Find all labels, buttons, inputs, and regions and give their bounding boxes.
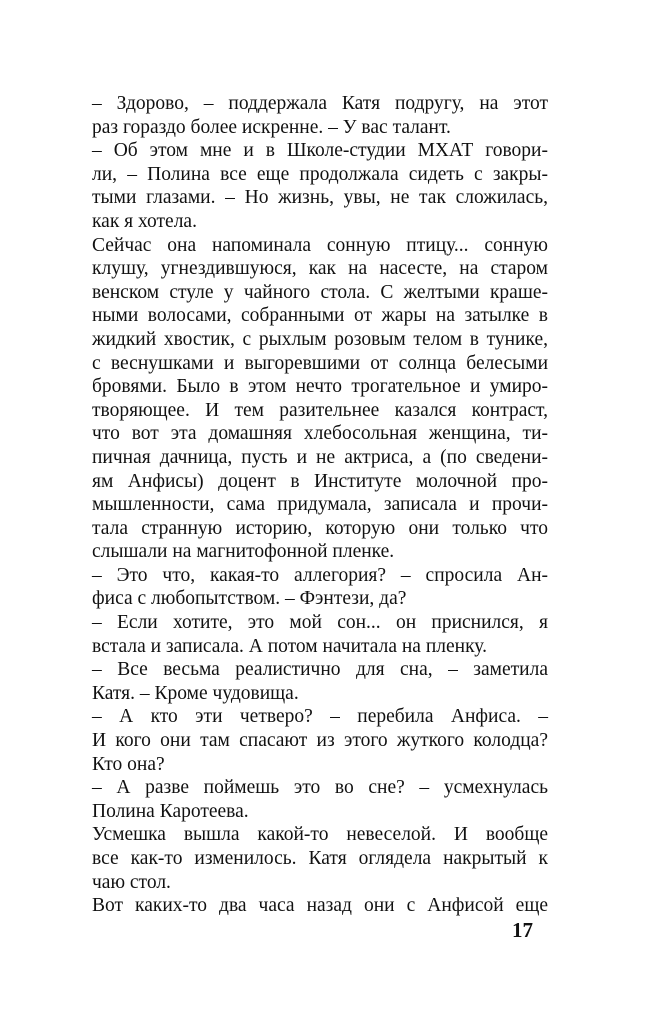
paragraph [92, 776, 548, 823]
text-line: фиса с любопытством. – Фэнтези, да? [92, 588, 407, 610]
paragraph [92, 139, 548, 233]
text-line: Сейчас она напоминала сонную птицу... сонную [92, 234, 548, 256]
paragraph [92, 823, 548, 894]
text-line: ям Анфисы) доцент в Институте молочной про- [92, 470, 548, 492]
paragraph [92, 234, 548, 564]
text-line: – Все весьма реалистично для сна, – заметила [92, 659, 548, 681]
text-line: что вот эта домашняя хлебосольная женщина, ти- [92, 423, 548, 445]
paragraph [92, 705, 548, 776]
text-line: пичная дачница, пусть и не актриса, а (по сведени- [92, 446, 548, 468]
text-line: – Это что, какая-то аллегория? – спросила Ан- [92, 564, 548, 586]
paragraph [92, 658, 548, 705]
text-line: ными волосами, собранными от жары на затылке в [92, 305, 548, 327]
text-line: как я хотела. [92, 210, 197, 232]
text-line: Кто она? [92, 753, 165, 775]
text-line: И кого они там спасают из этого жуткого колодца? [92, 730, 548, 752]
text-line: – Об этом мне и в Школе-студии МХАТ говори- [92, 140, 548, 162]
text-line: слышали на магнитофонной пленке. [92, 541, 395, 563]
text-line: Полина Каротеева. [92, 800, 249, 822]
text-line: тыми глазами. – Но жизнь, увы, не так сложилась, [92, 187, 548, 209]
page-number: 17 [512, 918, 533, 942]
text-line: жидкий хвостик, с рыхлым розовым телом в тунике, [92, 328, 548, 350]
paragraph [92, 611, 548, 658]
paragraph [92, 92, 548, 139]
text-line: ли, – Полина все еще продолжала сидеть с закры- [92, 163, 548, 185]
text-line: Усмешка вышла какой-то невеселой. И вообще [92, 824, 548, 846]
book-page-text [92, 92, 548, 918]
text-line: венском стуле у чайного стола. С желтыми краше- [92, 281, 548, 303]
text-line: творяющее. И тем разительнее казался контраст, [92, 399, 548, 421]
text-line: чаю стол. [92, 871, 171, 893]
text-line: Вот каких-то два часа назад они с Анфисой еще [92, 895, 548, 917]
text-line: – А кто эти четверо? – перебила Анфиса. – [92, 706, 548, 728]
text-line: мышленности, сама придумала, записала и прочи- [92, 494, 548, 516]
text-line: бровями. Было в этом нечто трогательное и умиро- [92, 376, 548, 398]
paragraph [92, 894, 548, 918]
text-line: все как-то изменилось. Катя оглядела накрытый к [92, 848, 548, 869]
text-line: Катя. – Кроме чудовища. [92, 682, 299, 704]
text-line: – Здорово, – поддержала Катя подругу, на этот [92, 93, 548, 114]
text-line: – Если хотите, это мой сон... он приснился, я [92, 612, 548, 634]
paragraph [92, 564, 548, 611]
text-line: встала и записала. А потом начитала на пленку. [92, 635, 487, 657]
text-line: тала странную историю, которую они только что [92, 517, 548, 539]
text-line: с веснушками и выгоревшими от солнца белесыми [92, 352, 548, 374]
text-line: – А разве поймешь это во сне? – усмехнулась [92, 777, 548, 799]
text-line: клушу, угнездившуюся, как на насесте, на старом [92, 258, 548, 280]
text-line: раз гораздо более искренне. – У вас талант. [92, 116, 451, 138]
